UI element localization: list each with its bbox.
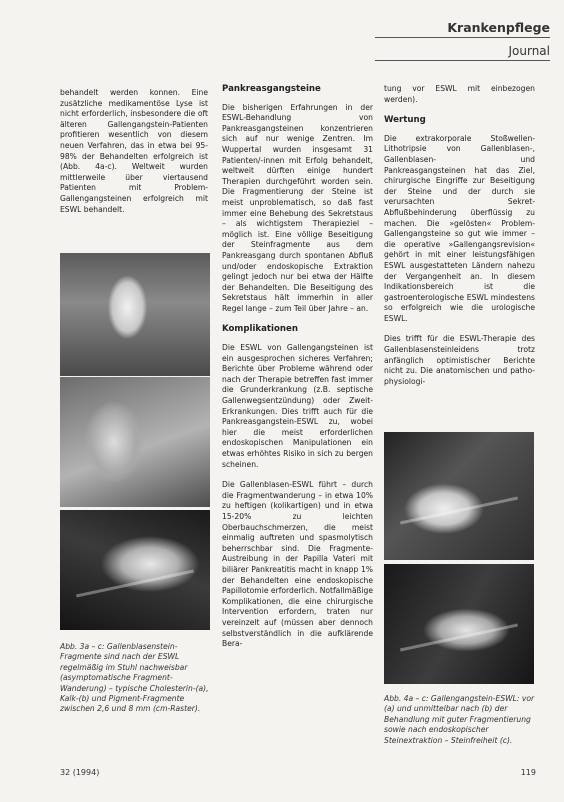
header-rule-lower: [375, 60, 550, 61]
figure-4b-photo: [384, 564, 534, 684]
body-paragraph: Die extrakorporale Stoßwellen-Lithotripsie von Gallenblasen-, Gallenblasen- und Pankreasgangsteinen hat das Ziel, chirurgische Eingriffe zur Beseitigung der Steine und der durch sie verursachten Sekret-Abflußbehinderung überflüssig zu machen. Die »gelösten« Problem-Gallengangsteine so gut wie immer – die operative »Gallengangsrevision« gehört in mit einer leistungsfähigen ESWL ausgestatteten Ländern nahezu der Vergangenheit an. In diesem Indikationsbereich ist die gastroenterologische ESWL mindestens so erfolgreich wie die urologische ESWL.: [384, 133, 535, 323]
column-left: [60, 88, 208, 225]
figure-4-caption: Abb. 4a – c: Gallengangstein-ESWL: vor (a) und unmittelbar nach (b) der Behandlung mit guter Fragmentierung sowie nach endoskopischer Steinextraktion – Steinfreiheit (c).: [384, 694, 535, 745]
column-right: [384, 84, 535, 397]
figure-3c-photo: [60, 510, 210, 630]
body-paragraph: Die Gallenblasen-ESWL führt – durch die Fragmentwanderung – in etwa 10% zu heftigen (kolikartigen) und in etwa 15-20% zu leichten Oberbauchschmerzen, die meist einmalig auftreten und spasmolytisch beherrschbar sind. Die Fragmente-Austreibung in der Papilla Vateri mit biliärer Pankreatitis macht in knapp 1% der Behandelten eine endoskopische Papillotomie erforderlich. Notfallmäßige Komplikationen, die eine chirurgische Intervention erfordern, traten nur vereinzelt auf (müssen aber dennoch selbstverständlich in die aufklärende Bera-: [222, 480, 373, 649]
body-paragraph: behandelt werden konnen. Eine zusätzliche medikamentöse Lyse ist nicht erforderlich, insbesondere die oft älteren Gallengangstein-Patienten profitieren wesentlich von diesem neuen Verfahren, das in etwa bei 95-98% der Behandelten erfolgreich ist (Abb. 4a-c). Weltweit wurden mittlerweile über viertausend Patienten mit Problem-Gallengangsteinen erfolgreich mit ESWL behandelt.: [60, 88, 208, 214]
header-rule: [375, 37, 550, 38]
figure-3-caption: Abb. 3a – c: Gallenblasenstein-Fragmente sind nach der ESWL regelmäßig im Stuhl nachweisbar (asymptomatische Fragment-Wanderung) – typische Cholesterin-(a), Kalk-(b) und Pigment-Fragmente zwischen 2,6 und 8 mm (cm-Raster).: [60, 642, 209, 714]
figure-3a-photo: [60, 253, 210, 376]
body-paragraph: Die bisherigen Erfahrungen in der ESWL-Behandlung von Pankreasgangsteinen konzentrieren sich auf nur wenige Zentren. Im Wuppertal wurden insgesamt 31 Patienten/-innen mit Erfolg behandelt, weltweit dürften einige hundert Therapien durchgeführt worden sein. Die Fragmentierung der Steine ist meist unproblematisch, so daß fast immer eine Behebung des Sekretstaus – als wichtigstem Therapieziel – möglich ist. Eine völlige Beseitigung der Steinfragmente aus dem Pankreasgang durch spontanen Abfluß und/oder endoskopische Extraktion gelingt jedoch nur bei etwa der Hälfte der Behandelten. Die Beseitigung des Sekretstaus hält immerhin in aller Regel lange – zum Teil über Jahre – an.: [222, 102, 373, 313]
body-paragraph: tung vor ESWL mit einbezogen werden).: [384, 84, 535, 104]
section-heading-komplikationen: Komplikationen: [222, 324, 298, 335]
section-heading-wertung: Wertung: [384, 115, 426, 126]
body-paragraph: Die ESWL von Gallengangsteinen ist ein ausgesprochen sicheres Verfahren; Berichte über Probleme während oder nach der Therapie betreffen fast immer die Grunderkrankung (z.B. septische Gallenwegsentzündung) oder Zweit-Erkrankungen. Dies trifft auch für die Pankreasgangstein-ESWL zu, wobei hier die meist erforderlichen endoskopischen Manipulationen ein etwas erhöhtes Risiko in sich zu bergen scheinen.: [222, 343, 373, 469]
figure-4a-photo: [384, 432, 534, 560]
body-paragraph: Dies trifft für die ESWL-Therapie des Gallenblasensteinleidens trotz anfänglich optimistischer Berichte nicht zu. Die anatomischen und patho-physiologi-: [384, 334, 535, 386]
figure-3b-photo: [60, 377, 210, 507]
column-middle: [222, 84, 373, 660]
section-title: Krankenpflege: [447, 20, 550, 35]
footer-volume: 32 (1994): [60, 768, 100, 777]
journal-name: Journal: [508, 44, 550, 58]
page-number: 119: [520, 768, 536, 777]
section-heading-pankreas: Pankreasgangsteine: [222, 84, 321, 94]
